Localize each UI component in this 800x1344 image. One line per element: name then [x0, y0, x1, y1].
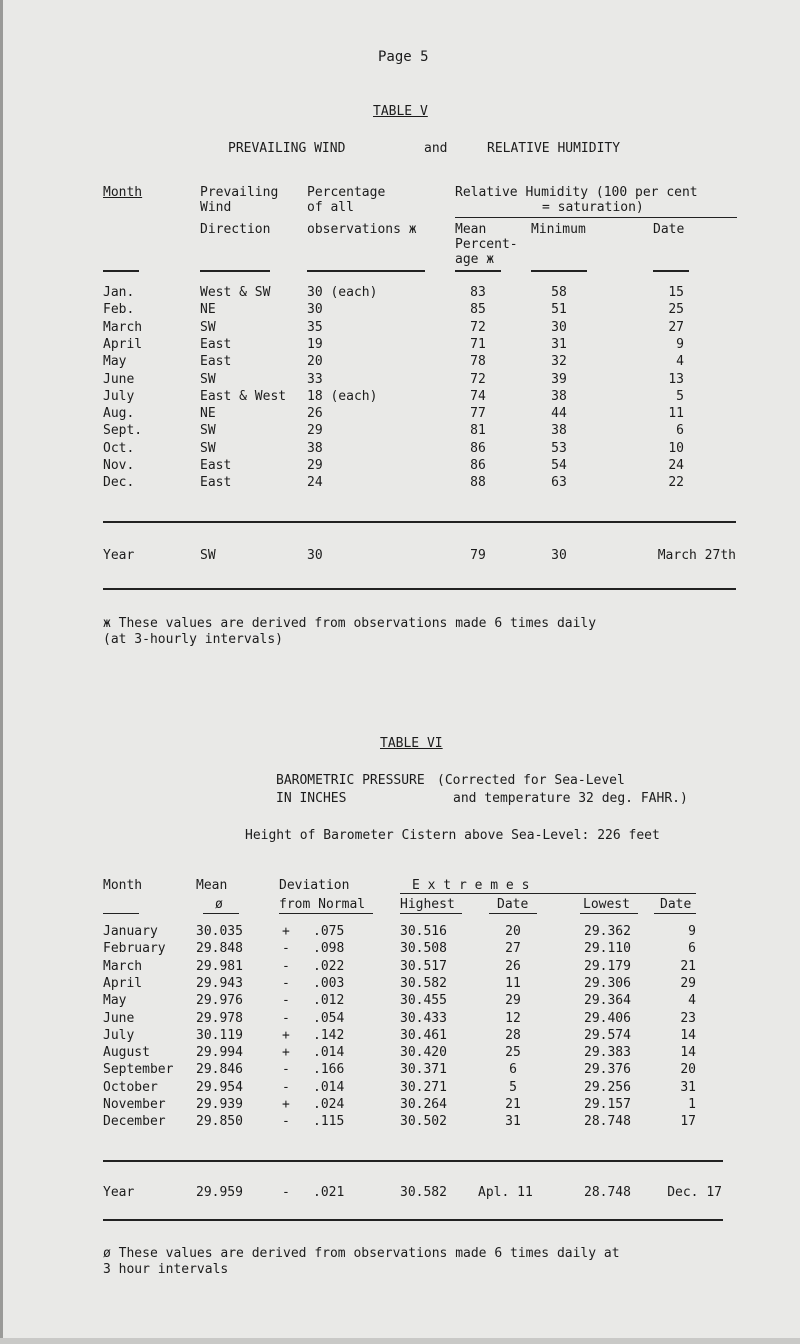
t5-rh-underline [455, 217, 737, 218]
t5-header-minimum: Minimum [531, 222, 586, 237]
t6-cell-ldate: 23 [680, 1010, 696, 1026]
t5-cell-pct: 30 [307, 302, 323, 318]
t5-underline-wind [200, 270, 270, 272]
t5-cell-mean: 86 [470, 458, 486, 473]
t5-cell-date: 9 [676, 336, 684, 352]
t6-footnote-2: 3 hour intervals [103, 1262, 229, 1277]
t5-cell-month: Aug. [103, 406, 135, 422]
t5-cell-mean: 86 [470, 440, 486, 456]
t5-underline-min [531, 270, 587, 272]
t5-cell-month: May [103, 354, 127, 370]
t5-header-mean-1: Mean [455, 222, 487, 237]
t5-underline-mean [455, 270, 501, 272]
t6-cell-high: 30.264 [400, 1097, 447, 1112]
table6-subtitle-2b: and temperature 32 deg. FAHR.) [453, 791, 688, 806]
t5-cell-pct: 29 [307, 458, 323, 473]
t5-year-mean: 79 [470, 548, 486, 563]
t6-cell-hdate: 12 [505, 1010, 521, 1026]
t6-cell-sign: + [282, 1097, 290, 1112]
t6-footnote-1: ø These values are derived from observations made 6 times daily at [103, 1246, 620, 1261]
t5-cell-wind: East [200, 458, 232, 473]
t6-cell-month: August [103, 1045, 150, 1061]
t5-year-date: March 27th [657, 548, 736, 563]
t5-cell-mean: 71 [470, 336, 486, 352]
table6-title: TABLE VI [380, 736, 443, 751]
t6-cell-mean: 29.976 [196, 993, 243, 1009]
t6-underline-month [103, 913, 139, 914]
t5-cell-date: 11 [668, 406, 684, 422]
t5-cell-month: Jan. [103, 285, 135, 300]
t6-cell-mean: 30.119 [196, 1027, 243, 1043]
t6-year-high: 30.582 [400, 1185, 447, 1200]
t6-underline-dev [279, 913, 373, 914]
t5-underline-pct [307, 270, 425, 272]
t6-cell-high: 30.508 [400, 941, 447, 957]
t6-underline-date-low [654, 913, 696, 914]
t6-cell-dev: .054 [313, 1010, 345, 1026]
t6-cell-ldate: 4 [688, 993, 696, 1009]
t5-cell-wind: East [200, 336, 232, 352]
t5-header-mean-2: Percent- [455, 237, 518, 252]
t6-header-dev-1: Deviation [279, 878, 350, 893]
t5-cell-mean: 74 [470, 388, 486, 404]
t5-cell-min: 30 [551, 319, 567, 335]
t6-header-date-low: Date [660, 897, 692, 912]
table6-subtitle-1b: (Corrected for Sea-Level [437, 773, 625, 788]
t5-year-min: 30 [551, 548, 567, 563]
t6-cell-sign: + [282, 1045, 290, 1061]
t5-cell-mean: 72 [470, 371, 486, 387]
table5-title: TABLE V [373, 104, 428, 119]
t6-cell-month: January [103, 924, 158, 939]
t5-cell-date: 5 [676, 388, 684, 404]
t6-cell-hdate: 31 [505, 1114, 521, 1130]
t6-cell-month: November [103, 1097, 166, 1112]
page-left-edge [0, 0, 3, 1344]
t5-underline-month [103, 270, 139, 272]
t6-cell-dev: .014 [313, 1045, 345, 1061]
t6-cell-ldate: 14 [680, 1045, 696, 1061]
t6-year-rule-bottom [103, 1219, 723, 1221]
t6-underline-mean [203, 913, 239, 914]
t6-underline-lowest [580, 913, 638, 914]
t6-cell-sign: - [282, 1062, 290, 1078]
t5-cell-min: 31 [551, 336, 567, 352]
t6-cell-month: July [103, 1027, 135, 1043]
table5-subtitle-left: PREVAILING WIND [228, 141, 346, 156]
t6-cell-dev: .115 [313, 1114, 345, 1130]
t5-cell-min: 53 [551, 440, 567, 456]
t6-extremes-underline [400, 893, 696, 894]
t5-cell-mean: 78 [470, 354, 486, 370]
page-bottom-edge [0, 1338, 800, 1344]
t6-cell-month: December [103, 1114, 166, 1130]
t5-cell-mean: 83 [470, 285, 486, 300]
t5-cell-wind: East [200, 354, 232, 370]
t6-cell-mean: 29.846 [196, 1062, 243, 1078]
t5-cell-min: 38 [551, 388, 567, 404]
t6-cell-sign: - [282, 958, 290, 974]
t6-cell-hdate: 28 [505, 1027, 521, 1043]
t6-cell-mean: 29.850 [196, 1114, 243, 1130]
t6-cell-hdate: 6 [509, 1062, 517, 1078]
t6-cell-hdate: 25 [505, 1045, 521, 1061]
t5-cell-date: 15 [668, 285, 684, 300]
t6-cell-hdate: 26 [505, 958, 521, 974]
t6-cell-ldate: 20 [680, 1062, 696, 1078]
t6-year-rule-top [103, 1160, 723, 1162]
page-number: Page 5 [378, 49, 429, 65]
t5-cell-min: 44 [551, 406, 567, 422]
t6-cell-sign: - [282, 1079, 290, 1095]
t5-header-wind-3: Direction [200, 222, 271, 237]
t6-cell-dev: .012 [313, 993, 345, 1009]
t6-cell-low: 29.256 [584, 1079, 631, 1095]
t6-cell-high: 30.433 [400, 1010, 447, 1026]
t5-cell-mean: 81 [470, 423, 486, 439]
table5-subtitle-and: and [424, 141, 448, 156]
table6-height-line: Height of Barometer Cistern above Sea-Level: 226 feet [245, 828, 660, 843]
t6-cell-mean: 30.035 [196, 924, 243, 939]
t5-year-wind: SW [200, 548, 216, 563]
t6-year-mean: 29.959 [196, 1185, 243, 1200]
t6-cell-mean: 29.943 [196, 975, 243, 991]
t6-cell-high: 30.502 [400, 1114, 447, 1130]
t6-cell-hdate: 5 [509, 1079, 517, 1095]
t5-cell-wind: East & West [200, 388, 287, 404]
t6-cell-ldate: 1 [688, 1097, 696, 1112]
t6-cell-dev: .024 [313, 1097, 345, 1112]
t5-cell-date: 22 [668, 475, 684, 491]
t5-cell-date: 24 [668, 458, 684, 473]
t5-header-wind-1: Prevailing [200, 185, 279, 200]
t6-cell-low: 29.110 [584, 941, 631, 957]
t5-header-mean-3: age ж [455, 252, 495, 267]
t6-cell-month: March [103, 958, 143, 974]
t5-cell-mean: 77 [470, 406, 486, 422]
t6-year-hdate: Apl. 11 [478, 1185, 533, 1200]
t5-footnote-1: ж These values are derived from observations made 6 times daily [103, 616, 597, 631]
t5-year-rule-top [103, 521, 736, 523]
t6-cell-dev: .003 [313, 975, 345, 991]
t6-cell-high: 30.517 [400, 958, 447, 974]
t5-cell-wind: NE [200, 302, 216, 318]
t6-cell-sign: - [282, 1010, 290, 1026]
t6-header-month: Month [103, 878, 143, 893]
t5-cell-month: July [103, 388, 135, 404]
t6-year-dev: .021 [313, 1185, 345, 1200]
t5-cell-pct: 35 [307, 319, 323, 335]
t6-cell-mean: 29.939 [196, 1097, 243, 1112]
t6-header-date-high: Date [497, 897, 529, 912]
t5-year-pct: 30 [307, 548, 323, 563]
t6-cell-mean: 29.994 [196, 1045, 243, 1061]
t5-header-pct-2: of all [307, 200, 354, 215]
t6-year-low: 28.748 [584, 1185, 631, 1200]
t6-cell-ldate: 31 [680, 1079, 696, 1095]
t6-cell-low: 29.574 [584, 1027, 631, 1043]
t6-cell-low: 29.376 [584, 1062, 631, 1078]
t5-cell-month: April [103, 336, 143, 352]
t5-cell-pct: 33 [307, 371, 323, 387]
t6-cell-hdate: 20 [505, 924, 521, 939]
table5-subtitle-right: RELATIVE HUMIDITY [487, 141, 621, 156]
t5-cell-wind: SW [200, 319, 216, 335]
t5-underline-date [653, 270, 689, 272]
t6-cell-mean: 29.981 [196, 958, 243, 974]
table6-subtitle-1a: BAROMETRIC PRESSURE [276, 773, 425, 788]
t6-cell-low: 29.157 [584, 1097, 631, 1112]
t6-cell-month: October [103, 1079, 158, 1095]
t6-cell-hdate: 21 [505, 1097, 521, 1112]
t5-cell-min: 58 [551, 285, 567, 300]
t6-underline-highest [400, 913, 462, 914]
t5-cell-mean: 72 [470, 319, 486, 335]
t5-cell-month: Dec. [103, 475, 135, 491]
t5-header-pct-1: Percentage [307, 185, 386, 200]
t6-cell-dev: .022 [313, 958, 345, 974]
t6-cell-dev: .075 [313, 924, 345, 939]
t6-cell-high: 30.461 [400, 1027, 447, 1043]
t5-cell-min: 32 [551, 354, 567, 370]
t5-header-rh-2: = saturation) [542, 200, 644, 215]
t6-cell-sign: - [282, 975, 290, 991]
t5-year-rule-bottom [103, 588, 736, 590]
t6-header-extremes: E x t r e m e s [412, 878, 530, 893]
t6-cell-dev: .014 [313, 1079, 345, 1095]
t6-cell-high: 30.582 [400, 975, 447, 991]
t5-cell-wind: West & SW [200, 285, 271, 300]
t5-header-month: Month [103, 185, 143, 200]
t6-cell-sign: - [282, 1114, 290, 1130]
t6-cell-low: 29.362 [584, 924, 631, 939]
t6-cell-low: 29.383 [584, 1045, 631, 1061]
t5-cell-min: 39 [551, 371, 567, 387]
t5-cell-date: 6 [676, 423, 684, 439]
t5-cell-pct: 38 [307, 440, 323, 456]
t5-cell-min: 51 [551, 302, 567, 318]
t6-cell-high: 30.516 [400, 924, 447, 939]
t6-cell-ldate: 21 [680, 958, 696, 974]
t6-cell-hdate: 29 [505, 993, 521, 1009]
t6-year-sign: - [282, 1185, 290, 1200]
t6-cell-ldate: 29 [680, 975, 696, 991]
t6-year-month: Year [103, 1185, 135, 1200]
t5-footnote-2: (at 3-hourly intervals) [103, 632, 284, 647]
t6-year-ldate: Dec. 17 [667, 1185, 722, 1200]
t6-cell-sign: + [282, 1027, 290, 1043]
t5-cell-month: March [103, 319, 143, 335]
t6-header-lowest: Lowest [583, 897, 630, 912]
t5-year-month: Year [103, 548, 135, 563]
t6-cell-high: 30.420 [400, 1045, 447, 1061]
t5-cell-month: Nov. [103, 458, 135, 473]
t6-cell-mean: 29.954 [196, 1079, 243, 1095]
t5-cell-date: 10 [668, 440, 684, 456]
t6-cell-sign: - [282, 993, 290, 1009]
t5-cell-pct: 29 [307, 423, 323, 439]
t6-cell-low: 29.364 [584, 993, 631, 1009]
t5-cell-pct: 24 [307, 475, 323, 491]
t6-header-dev-2: from Normal [279, 897, 366, 912]
t5-cell-pct: 26 [307, 406, 323, 422]
t6-cell-ldate: 6 [688, 941, 696, 957]
t6-header-highest: Highest [400, 897, 455, 912]
t5-cell-month: Feb. [103, 302, 135, 318]
t5-cell-month: Oct. [103, 440, 135, 456]
t6-cell-high: 30.371 [400, 1062, 447, 1078]
t5-cell-month: June [103, 371, 135, 387]
t5-header-wind-2: Wind [200, 200, 232, 215]
t5-header-date: Date [653, 222, 685, 237]
t6-cell-ldate: 17 [680, 1114, 696, 1130]
t5-cell-date: 25 [668, 302, 684, 318]
t6-cell-low: 28.748 [584, 1114, 631, 1130]
t6-header-mean: Mean [196, 878, 228, 893]
t6-cell-low: 29.179 [584, 958, 631, 974]
t5-cell-min: 38 [551, 423, 567, 439]
t5-cell-pct: 20 [307, 354, 323, 370]
t6-cell-low: 29.406 [584, 1010, 631, 1026]
t5-cell-wind: East [200, 475, 232, 491]
t5-cell-mean: 85 [470, 302, 486, 318]
t6-cell-dev: .142 [313, 1027, 345, 1043]
t5-cell-min: 54 [551, 458, 567, 473]
t5-header-pct-3: observations ж [307, 222, 417, 237]
table6-subtitle-2a: IN INCHES [276, 791, 347, 806]
t5-cell-min: 63 [551, 475, 567, 491]
t6-underline-date-high [489, 913, 537, 914]
t6-cell-ldate: 9 [688, 924, 696, 939]
t5-cell-pct: 18 (each) [307, 388, 378, 404]
t5-cell-date: 13 [668, 371, 684, 387]
t6-cell-hdate: 11 [505, 975, 521, 991]
t5-cell-wind: SW [200, 440, 216, 456]
t6-cell-ldate: 14 [680, 1027, 696, 1043]
t6-cell-high: 30.271 [400, 1079, 447, 1095]
t5-cell-pct: 30 (each) [307, 285, 378, 300]
t5-cell-wind: SW [200, 423, 216, 439]
t6-cell-month: February [103, 941, 166, 957]
t5-cell-mean: 88 [470, 475, 486, 491]
t6-cell-month: April [103, 975, 143, 991]
t6-cell-month: May [103, 993, 127, 1009]
t6-cell-high: 30.455 [400, 993, 447, 1009]
t6-cell-sign: - [282, 941, 290, 957]
t6-cell-dev: .166 [313, 1062, 345, 1078]
t5-cell-wind: NE [200, 406, 216, 422]
t6-cell-dev: .098 [313, 941, 345, 957]
t6-cell-sign: + [282, 924, 290, 939]
t6-cell-low: 29.306 [584, 975, 631, 991]
t5-cell-date: 4 [676, 354, 684, 370]
t5-cell-pct: 19 [307, 336, 323, 352]
t5-cell-month: Sept. [103, 423, 143, 439]
t6-header-mean-sym: ø [215, 897, 223, 912]
t5-cell-wind: SW [200, 371, 216, 387]
t5-header-rh-1: Relative Humidity (100 per cent [455, 185, 698, 200]
t5-cell-date: 27 [668, 319, 684, 335]
t6-cell-month: June [103, 1010, 135, 1026]
t6-cell-mean: 29.978 [196, 1010, 243, 1026]
t6-cell-month: September [103, 1062, 174, 1078]
t6-cell-hdate: 27 [505, 941, 521, 957]
t6-cell-mean: 29.848 [196, 941, 243, 957]
